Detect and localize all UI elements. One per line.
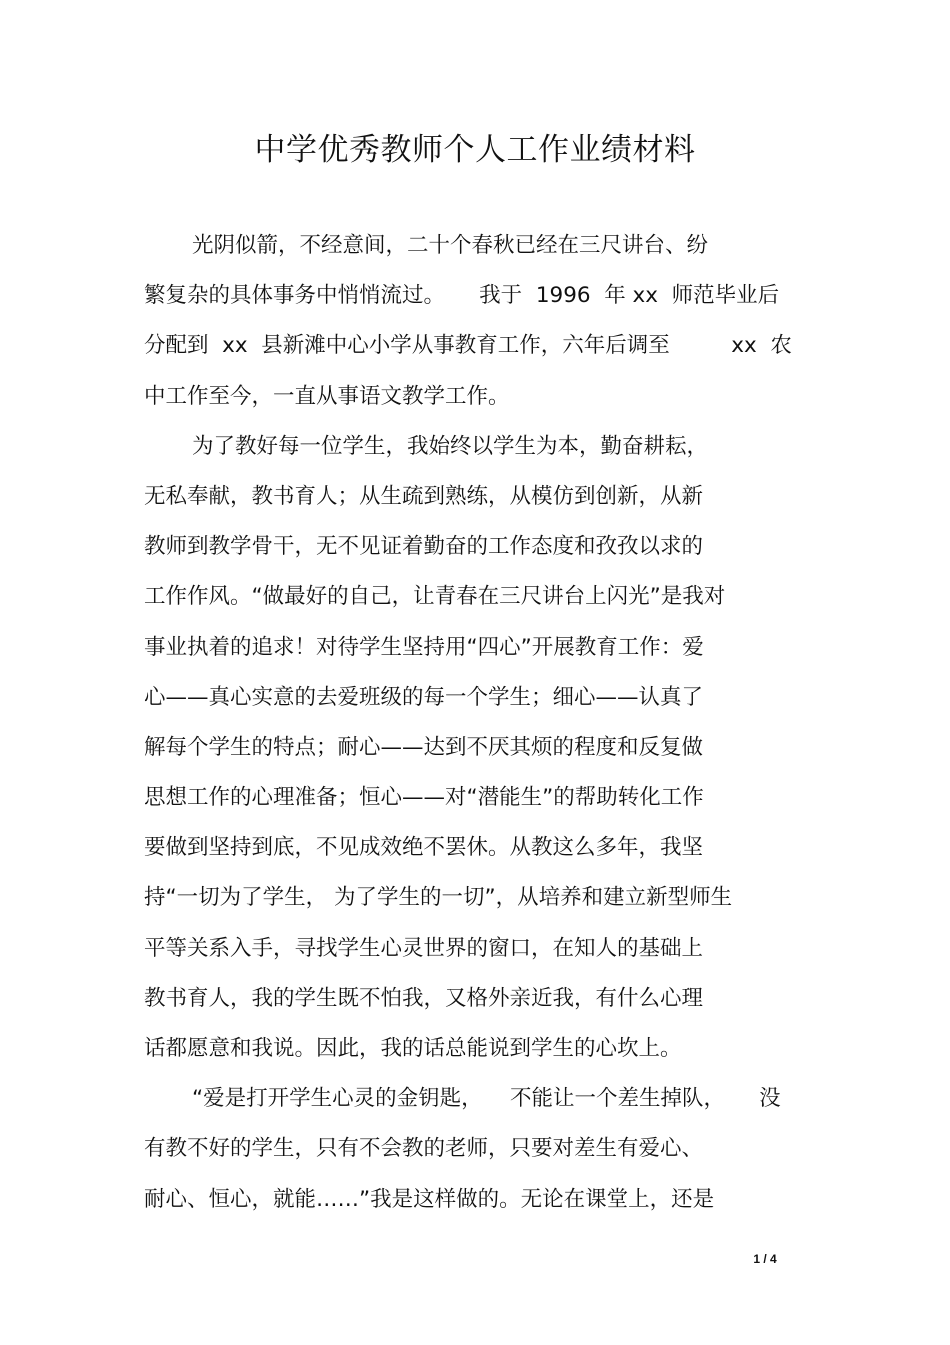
paragraph-line: 中工作至今，一直从事语文教学工作。 <box>144 383 510 409</box>
paragraph-line: 要做到坚持到底，不见成效绝不罢休。从教这么多年，我坚 <box>144 835 704 861</box>
paragraph-line: 分配到 xx 县新滩中心小学从事教育工作，六年后调至 xx 农 <box>144 333 792 359</box>
paragraph-line: 耐心、恒心，就能……”我是这样做的。无论在课堂上，还是 <box>144 1186 715 1212</box>
paragraph-line: 事业执着的追求！对待学生坚持用“四心”开展教育工作：爱 <box>144 634 704 660</box>
document-title: 中学优秀教师个人工作业绩材料 <box>254 132 696 168</box>
paragraph-line: 思想工作的心理准备；恒心——对“潜能生”的帮助转化工作 <box>144 785 704 811</box>
paragraph-line: 为了教好每一位学生，我始终以学生为本，勤奋耕耘， <box>192 433 709 459</box>
paragraph-line: 教师到教学骨干，无不见证着勤奋的工作态度和孜孜以求的 <box>144 534 704 560</box>
paragraph-line: 心——真心实意的去爱班级的每一个学生；细心——认真了 <box>144 684 704 710</box>
paragraph-line: 有教不好的学生，只有不会教的老师，只要对差生有爱心、 <box>144 1136 704 1162</box>
paragraph-line: 话都愿意和我说。因此，我的话总能说到学生的心坎上。 <box>144 1036 682 1061</box>
paragraph-line: 平等关系入手，寻找学生心灵世界的窗口，在知人的基础上 <box>144 935 704 961</box>
page-number: 1 / 4 <box>753 1252 777 1266</box>
paragraph-line: 繁复杂的具体事务中悄悄流过。 我于 1996 年 xx 师范毕业后 <box>144 283 780 309</box>
paragraph-line: 持“一切为了学生， 为了学生的一切”，从培养和建立新型师生 <box>144 885 733 911</box>
paragraph-line: “爱是打开学生心灵的金钥匙， 不能让一个差生掉队， 没 <box>192 1086 781 1112</box>
paragraph-line: 教书育人，我的学生既不怕我，又格外亲近我，有什么心理 <box>144 985 704 1011</box>
document-body <box>144 226 814 1230</box>
paragraph-line: 解每个学生的特点；耐心——达到不厌其烦的程度和反复做 <box>144 734 704 760</box>
paragraph-line: 无私奉献，教书育人；从生疏到熟练，从模仿到创新，从新 <box>144 483 704 509</box>
paragraph-line: 光阴似箭，不经意间，二十个春秋已经在三尺讲台、纷 <box>192 233 709 258</box>
paragraph-line: 工作作风。“做最好的自己，让青春在三尺讲台上闪光”是我对 <box>144 584 726 610</box>
